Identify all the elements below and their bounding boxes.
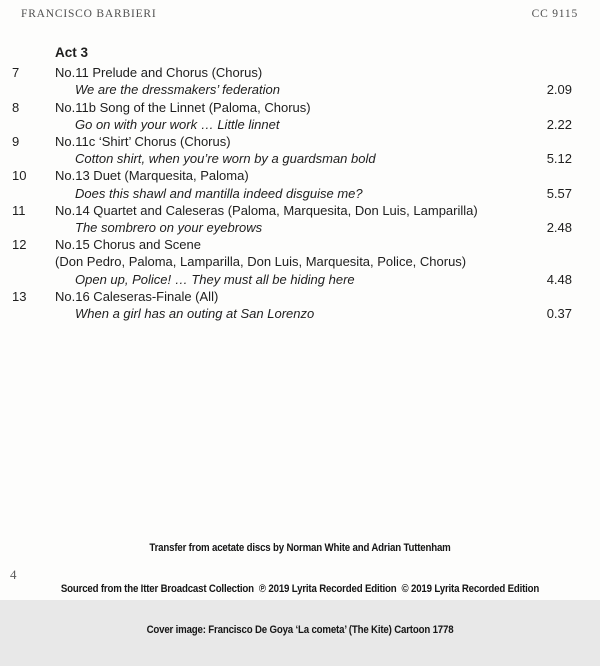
track-row <box>10 167 572 201</box>
act-heading: Act 3 <box>55 45 89 60</box>
composer-name: FRANCISCO BARBIERI <box>21 8 157 20</box>
catalog-number: CC 9115 <box>531 8 578 20</box>
track-lyric: Does this shawl and mantilla indeed disguise me? <box>75 185 363 201</box>
credit-cover-line: Cover image: Francisco De Goya ‘La cometa’ (The Kite) Cartoon 1778 <box>146 624 454 637</box>
track-lyric: We are the dressmakers’ federation <box>75 82 280 98</box>
track-duration: 5.57 <box>546 185 572 201</box>
track-number: 10 <box>12 168 27 184</box>
track-title: No.13 Duet (Marquesita, Paloma) <box>55 168 249 184</box>
track-duration: 0.37 <box>546 306 572 322</box>
track-lyric: Open up, Police! … They must all be hiding here <box>75 271 355 287</box>
track-number: 13 <box>12 288 27 304</box>
track-row <box>10 99 572 133</box>
track-title: No.11 Prelude and Chorus (Chorus) <box>55 65 263 81</box>
credit-source-line: Sourced from the Itter Broadcast Collection ℗ 2019 Lyrita Recorded Edition © 2019 Lyrita Recorded Edition <box>60 582 540 595</box>
track-row <box>10 202 572 236</box>
track-number: 11 <box>12 202 26 218</box>
track-duration: 2.48 <box>546 220 572 236</box>
track-number: 9 <box>12 134 20 150</box>
track-list <box>10 64 572 322</box>
track-row <box>10 236 572 288</box>
page-header <box>21 8 578 20</box>
track-number: 8 <box>12 99 20 115</box>
tracklist-section <box>10 44 572 322</box>
track-title: No.11c ‘Shirt’ Chorus (Chorus) <box>55 134 231 150</box>
track-number: 12 <box>12 237 27 253</box>
track-lyric: Cotton shirt, when you’re worn by a guardsman bold <box>75 151 376 167</box>
track-lyric: Go on with your work … Little linnet <box>75 116 280 132</box>
track-row <box>10 64 572 98</box>
page-footer <box>36 514 564 666</box>
page-number: 4 <box>10 567 17 582</box>
track-row <box>10 288 572 322</box>
track-duration: 5.12 <box>546 151 572 167</box>
credit-transfer-line: Transfer from acetate discs by Norman White and Adrian Tuttenham <box>149 541 451 554</box>
track-duration: 4.48 <box>546 271 572 287</box>
track-lyric: The sombrero on your eyebrows <box>75 220 263 236</box>
track-lyric: When a girl has an outing at San Lorenzo <box>75 306 315 322</box>
track-row <box>10 133 572 167</box>
track-title: No.16 Caleseras-Finale (All) <box>55 288 219 304</box>
track-title: No.11b Song of the Linnet (Paloma, Chorus) <box>55 99 311 115</box>
track-title: No.15 Chorus and Scene <box>55 237 201 253</box>
track-number: 7 <box>12 65 20 81</box>
track-duration: 2.22 <box>546 116 572 132</box>
track-cast: (Don Pedro, Paloma, Lamparilla, Don Luis, Marquesita, Police, Chorus) <box>55 254 467 270</box>
track-title: No.14 Quartet and Caleseras (Paloma, Marquesita, Don Luis, Lamparilla) <box>55 202 478 218</box>
track-duration: 2.09 <box>546 82 572 98</box>
